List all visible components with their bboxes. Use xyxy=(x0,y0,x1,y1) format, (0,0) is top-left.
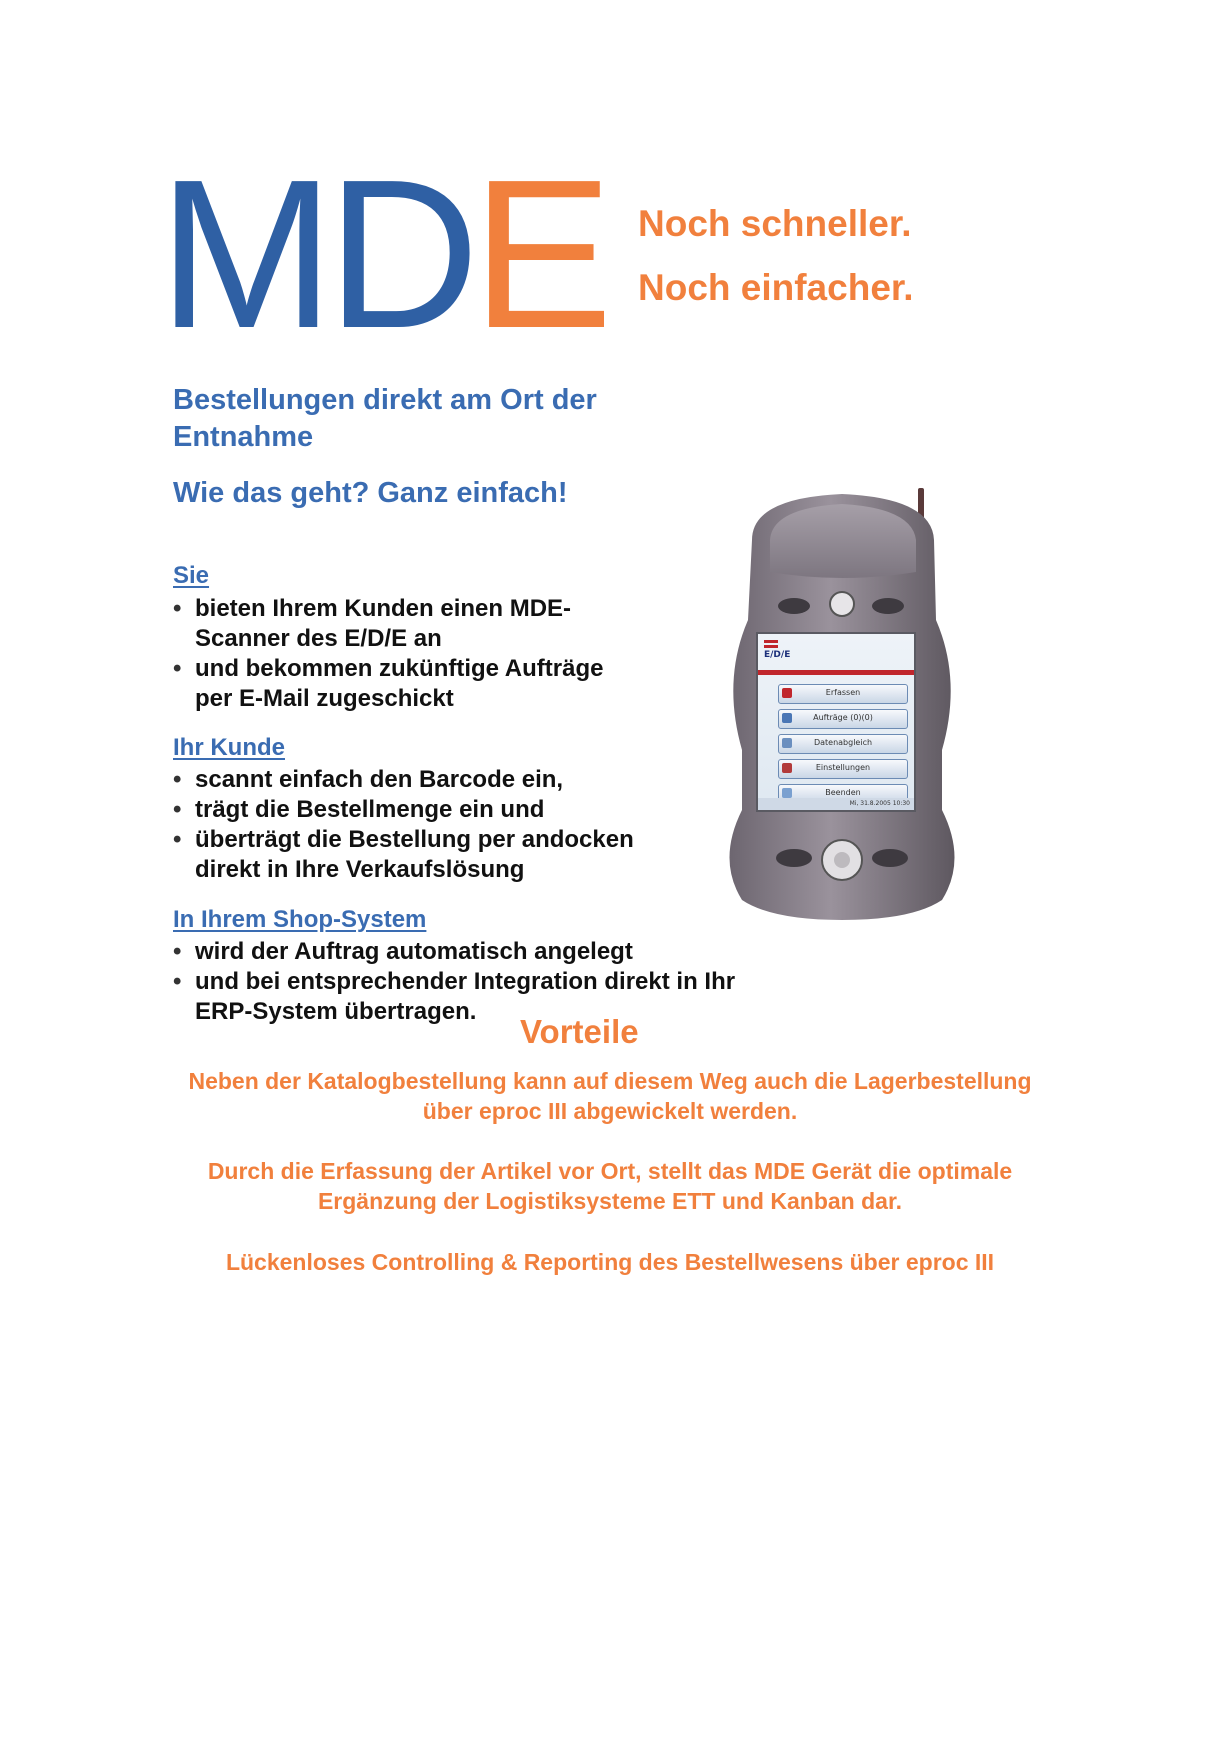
ede-logo xyxy=(764,640,790,660)
scanner-status-bar: Mi, 31.8.2005 10:30 xyxy=(758,798,914,810)
scanner-menu xyxy=(778,684,908,809)
device-brand: E/D/E xyxy=(764,650,791,660)
list-item: • scannt einfach den Barcode ein, xyxy=(173,765,693,795)
scanner-menu-auftraege: Aufträge (0)(0) xyxy=(778,709,908,729)
scanner-menu-datenabgleich: Datenabgleich xyxy=(778,734,908,754)
scanner-menu-erfassen: Erfassen xyxy=(778,684,908,704)
logo-md: MD xyxy=(158,135,472,372)
tagline xyxy=(638,192,914,320)
advantage-1: Neben der Katalogbestellung kann auf diesem Weg auch die Lagerbestellung über eproc III abgewickelt werden. xyxy=(188,1068,1032,1124)
section-title-ihr-kunde: Ihr Kunde xyxy=(173,734,285,761)
advantage-2: Durch die Erfassung der Artikel vor Ort, stellt das MDE Gerät die optimale Ergänzung der Logistiksysteme ETT und Kanban dar. xyxy=(207,1158,1013,1214)
scanner-screen xyxy=(756,632,916,812)
list-item: • wird der Auftrag automatisch angelegt xyxy=(173,937,873,967)
scanner-menu-einstellungen: Einstellungen xyxy=(778,759,908,779)
section-title-sie: Sie xyxy=(173,562,210,589)
list-item: • und bekommen zukünftige Aufträge per E-Mail zugeschickt xyxy=(173,654,623,714)
sub-heading: Wie das geht? Ganz einfach! xyxy=(173,477,568,509)
section-list-sie xyxy=(173,594,623,714)
scanner-menu-beenden: Beenden xyxy=(778,784,908,804)
section-title-shop-system: In Ihrem Shop-System xyxy=(173,906,427,933)
advantages-title: Vorteile xyxy=(520,1013,639,1050)
main-heading: Bestellungen direkt am Ort der Entnahme xyxy=(173,384,597,453)
section-list-ihr-kunde xyxy=(173,765,693,885)
mde-scanner-image xyxy=(712,480,972,920)
logo-e: E xyxy=(471,135,606,372)
advantage-3: Lückenloses Controlling & Reporting des Bestellwesens über eproc III xyxy=(225,1249,995,1275)
tagline-line-2: Noch einfacher. xyxy=(638,267,914,308)
list-item: • überträgt die Bestellung per andocken direkt in Ihre Verkaufslösung xyxy=(173,825,693,885)
tagline-line-1: Noch schneller. xyxy=(638,203,912,244)
list-item: • und bei entsprechender Integration direkt in Ihr ERP-System übertragen. xyxy=(173,967,795,1027)
list-item: • bieten Ihrem Kunden einen MDE-Scanner des E/D/E an xyxy=(173,594,623,654)
list-item: • trägt die Bestellmenge ein und xyxy=(173,795,693,825)
